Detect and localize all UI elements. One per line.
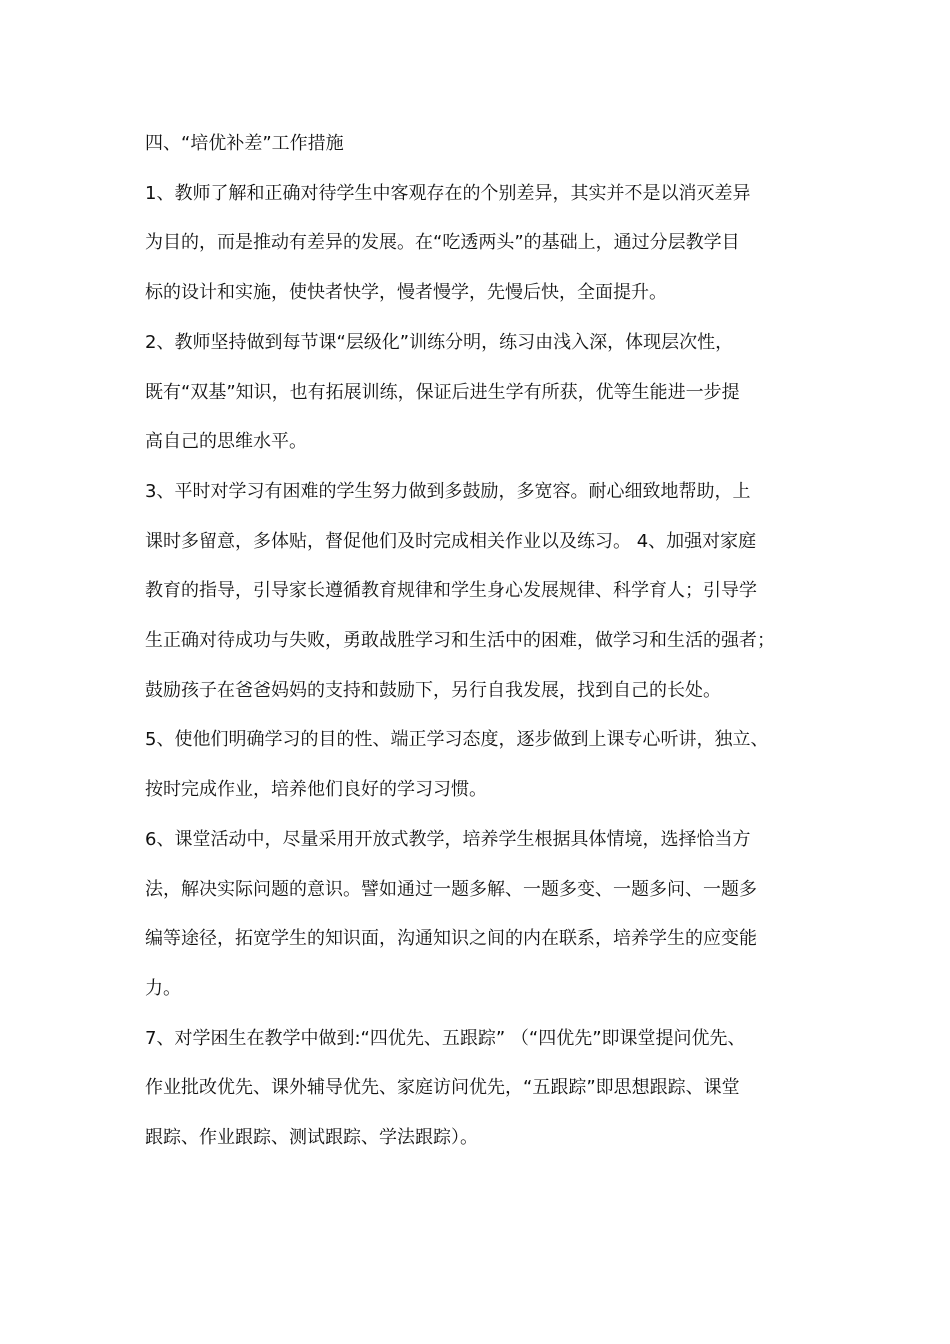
text-line: 3、平时对学习有困难的学生努力做到多鼓励，多宽容。耐心细致地帮助，上 xyxy=(145,481,751,502)
text-line: 6、课堂活动中，尽量采用开放式教学，培养学生根据具体情境，选择恰当方 xyxy=(145,829,751,850)
text-line: 跟踪、作业跟踪、测试跟踪、学法跟踪）。 xyxy=(145,1127,478,1148)
text-line: 编等途径，拓宽学生的知识面，沟通知识之间的内在联系，培养学生的应变能 xyxy=(145,928,757,949)
text-line: 5、使他们明确学习的目的性、端正学习态度，逐步做到上课专心听讲，独立、 xyxy=(145,729,769,750)
text-line: 法，解决实际问题的意识。譬如通过一题多解、一题多变、一题多问、一题多 xyxy=(145,879,757,900)
text-line: 教育的指导，引导家长遵循教育规律和学生身心发展规律、科学育人；引导学 xyxy=(145,580,757,601)
text-line: 7、对学困生在教学中做到:“四优先、五跟踪” （“四优先”即课堂提问优先、 xyxy=(145,1028,746,1049)
text-line: 既有“双基”知识，也有拓展训练，保证后进生学有所获，优等生能进一步提 xyxy=(145,382,740,403)
text-line: 为目的，而是推动有差异的发展。在“吃透两头”的基础上，通过分层教学目 xyxy=(145,232,740,253)
text-line: 2、教师坚持做到每节课“层级化”训练分明，练习由浅入深，体现层次性， xyxy=(145,332,734,353)
text-line: 标的设计和实施，使快者快学，慢者慢学，先慢后快，全面提升。 xyxy=(145,282,667,303)
text-line: 作业批改优先、课外辅导优先、家庭访问优先，“五跟踪”即思想跟踪、课堂 xyxy=(145,1077,740,1098)
text-line: 按时完成作业，培养他们良好的学习习惯。 xyxy=(145,779,487,800)
text-line: 生正确对待成功与失败，勇敢战胜学习和生活中的困难，做学习和生活的强者； xyxy=(145,630,775,651)
text-line: 1、教师了解和正确对待学生中客观存在的个别差异，其实并不是以消灭差异 xyxy=(145,183,751,204)
text-line: 鼓励孩子在爸爸妈妈的支持和鼓励下，另行自我发展，找到自己的长处。 xyxy=(145,680,721,701)
text-line: 高自己的思维水平。 xyxy=(145,431,307,452)
document-body xyxy=(145,134,825,1178)
text-line: 力。 xyxy=(145,978,181,999)
section-heading: 四、“培优补差”工作措施 xyxy=(145,133,344,154)
text-line: 课时多留意，多体贴，督促他们及时完成相关作业以及练习。 4、加强对家庭 xyxy=(145,531,757,552)
